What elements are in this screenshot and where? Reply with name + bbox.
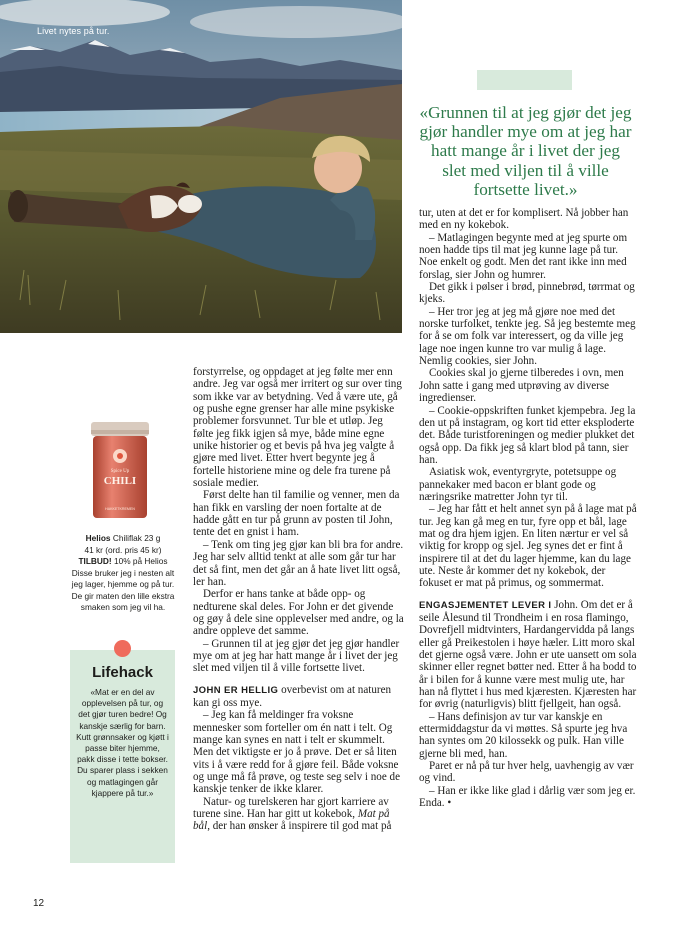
paragraph: Asiatisk wok, eventyrgryte, potetsuppe og pannekaker med bacon er blant gode og næringsrike matretter John tyr til.: [419, 466, 617, 503]
jar-label-bottom: HAKKETKREMEN: [105, 507, 135, 511]
product-caption: [70, 533, 176, 614]
hero-photo: [0, 0, 402, 333]
paragraph-text: , der han ønsker å inspirere til god mat på: [207, 820, 392, 833]
paragraph: – Matlagingen begynte med at jeg spurte om noen hadde tips til mat jeg kunne lage på tur. Noe enkelt og godt. Men det rant ikke inn med forslag, sier John og humrer.: [419, 231, 628, 281]
product-line-2: 41 kr (ord. pris 45 kr): [84, 544, 162, 555]
paragraph: – Hans definisjon av tur var kanskje en ettermiddagstur da vi møttes. Så spurte jeg hva han syntes om 20 kilossekk og pulk. Han ville gjerne bli med, han.: [419, 710, 628, 760]
section-lead: JOHN ER HELLIG: [193, 684, 279, 696]
section-lead: ENGASJEMENTET LEVER I: [419, 599, 552, 611]
product-line-1: Chiliflak 23 g: [112, 533, 161, 543]
lifehack-box: [70, 650, 175, 863]
paragraph: – Jeg kan få meldinger fra voksne mennesker som forteller om én natt i telt. Og mange kan synes en natt i telt er skummelt. Men det viktigste er jo å prøve. Det er så liten vits i å være redd for å gjøre feil. Både voksne og unge må få prøve, og teste seg selv i noe de kanskje tenker de ikke klarer.: [193, 709, 401, 796]
paragraph: – Jeg har fått et helt annet syn på å lage mat på tur. Jeg kan gå meg en tur, fyre opp et bål, lage mat og dra hjem igjen. En liten nærtur er vel så viktig for kropp og sjel. Jeg synes det er fint å inspirere til at det du lager hjemme, kan du lage ute. Neste år kommer det ny kokebok, der fokuset er mat på primus, og sommermat.: [419, 503, 637, 590]
product-offer-text: 10% på Helios: [113, 556, 168, 566]
article-column-middle: [193, 366, 404, 833]
article-column-right: [419, 207, 638, 810]
jar-label-main: CHILI: [103, 475, 137, 487]
product-description: Disse bruker jeg i nesten alt jeg lager, hjemme og på tur. De gir maten den lille ekstra smaken som jeg vil ha.: [71, 567, 175, 612]
paragraph-text: John. Om det er å seile Ålesund til Trondheim i en rosa flamingo, Dovrefjell midtvinters, Hardangervidda på langs eller gå Preikestolen i høye hæler. Litt moro skal det gjerne også være. John er ute uansett om sola skinner eller regnet bøtter ned. Etter å ha bodd to år i bilen for å kunne være mest mulig ute, har han nå flyttet i hus med kjæresten. Kjæresten har for øvrig (naturligvis) blitt fjellgeit, han også.: [419, 598, 637, 711]
paragraph: – Cookie-oppskriften funket kjempebra. Jeg la den ut på instagram, og kort tid etter eksploderte det. Både turistforeningen og medier plukket det også opp. Da fikk jeg så klart blod på tann, sier han.: [419, 404, 636, 466]
paragraph: – Han er ikke like glad i dårlig vær som jeg er. Enda. •: [419, 784, 636, 810]
paragraph: Det gikk i pølser i brød, pinnebrød, tørrmat og kjeks.: [419, 281, 635, 306]
paragraph: – Tenk om ting jeg gjør kan bli bra for andre. Jeg har selv alltid tenkt at alle som går tur har det så fint, men det går an å hate livet litt også, ler han.: [193, 538, 404, 588]
lifehack-title: Lifehack: [92, 664, 153, 681]
product-name: Helios: [85, 533, 111, 543]
pull-quote: «Grunnen til at jeg gjør det jeg gjør handler mye om at jeg har hatt mange år i livet der jeg slet med viljen til å ville fortsette livet.»: [419, 103, 632, 199]
paragraph: – Her tror jeg at jeg må gjøre noe med det norske turfolket, tenkte jeg. Så jeg bestemte meg for å se om folk var interessert, og da ville jeg lage noe ingen kunne tro var mulig å lage. Nemlig cookies, sier John.: [419, 305, 636, 368]
paragraph: Paret er nå på tur hver helg, uavhengig av vær og vind.: [419, 760, 634, 785]
paragraph: Derfor er hans tanke at både opp- og nedturene skal deles. For John er det givende og gøy å dele sine opplevelser med andre, og la andre oppleve det samme.: [193, 588, 404, 638]
paragraph: tur, uten at det er for komplisert. Nå jobber han med en ny kokebok.: [419, 207, 629, 232]
paragraph: [419, 599, 638, 711]
paragraph: – Grunnen til at jeg gjør det jeg gjør handler mye om at jeg har hatt mange år i livet der jeg slet med viljen til å ville fortsette livet.: [193, 637, 400, 675]
paragraph: [193, 796, 404, 833]
product-offer-label: TILBUD!: [78, 556, 112, 566]
paragraph: Først delte han til familie og venner, men da han fikk en varsling der noen fortalte at de hadde gått en tur på grunn av posten til John, tente det en gnist i ham.: [193, 489, 400, 539]
jar-label-top: Spice Up: [110, 469, 130, 474]
book-title: Mat på bål: [193, 808, 390, 833]
paragraph: forstyrrelse, og oppdaget at jeg følte mer enn andre. Jeg var også mer irritert og sur over ting som ikke var av betydning. Ved å være ute, gå og pushe egne grenser har alle mine psykiske problemer forsvunnet. Tur ble et utløp. Jeg følte jeg fikk igjen så mye, både mine egne unike historier og et bevis på hva jeg valgte å gjøre med livet. Etter hvert begynte jeg å fortelle historiene mine og dele fra turene på sosiale medier.: [193, 366, 402, 490]
lifehack-dot-icon: [114, 640, 131, 657]
page-number: 12: [33, 898, 45, 909]
paragraph-text: Natur- og turelskeren har gjort karriere av turene sine. Han har gitt ut kokebok,: [193, 795, 389, 821]
paragraph: [193, 684, 404, 710]
lifehack-text: «Mat er en del av opplevelsen på tur, og det gjør turen bedre! Og kanskje særlig for barn. Kutt grønnsaker og kjøtt i passe biter hjemme, pakk disse i tette bokser. Du sparer plass i sekken og matlagingen går kjappere på tur.»: [76, 687, 169, 798]
quote-accent-bar: [477, 70, 572, 90]
mountain-landscape-image: [0, 0, 402, 333]
photo-caption: Livet nytes på tur.: [37, 26, 110, 36]
paragraph: Cookies skal jo gjerne tilberedes i ovn, men John satte i gang med utprøving av diverse ingredienser.: [419, 367, 624, 405]
chili-jar-image: [87, 420, 153, 522]
paragraph-text: overbevist om at naturen kan gi oss mye.: [193, 683, 392, 709]
